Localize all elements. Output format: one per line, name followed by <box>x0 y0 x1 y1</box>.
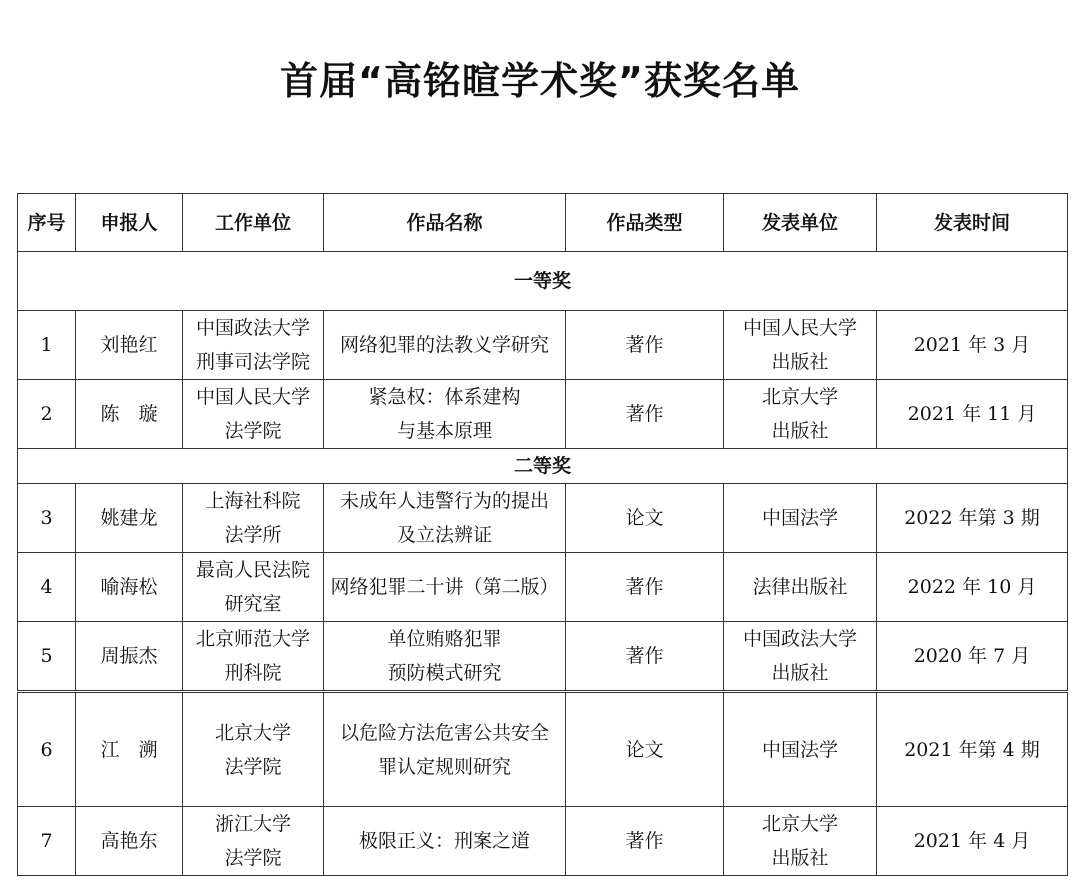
header-no: 序号 <box>18 194 76 252</box>
cell-type: 著作 <box>566 807 724 876</box>
cell-work <box>324 380 566 449</box>
cell-type: 论文 <box>566 484 724 553</box>
cell-no: 4 <box>18 553 76 622</box>
cell-line: 未成年人违警行为的提出 <box>339 490 549 512</box>
cell-line: 北京大学 <box>761 813 838 835</box>
cell-no: 5 <box>18 622 76 691</box>
cell-unit <box>183 553 324 622</box>
cell-type: 著作 <box>566 622 724 691</box>
cell-date: 2021 年 11 月 <box>877 380 1068 449</box>
cell-line: 北京大学 <box>214 721 291 744</box>
cell-unit <box>183 380 324 449</box>
cell-line: 上海社科院 <box>205 490 301 512</box>
cell-work <box>324 553 566 622</box>
cell-line: 法学院 <box>224 847 282 869</box>
cell-no: 3 <box>18 484 76 553</box>
cell-line: 罪认定规则研究 <box>377 755 511 778</box>
cell-unit <box>183 693 324 807</box>
cell-publisher <box>724 622 877 691</box>
table-row <box>18 380 1068 449</box>
cell-publisher <box>724 380 877 449</box>
cell-date: 2021 年第 4 期 <box>877 693 1068 807</box>
cell-unit <box>183 311 324 380</box>
cell-work <box>324 622 566 691</box>
cell-applicant: 刘艳红 <box>76 311 183 380</box>
cell-line: 中国政法大学 <box>742 628 857 650</box>
cell-applicant: 高艳东 <box>76 807 183 876</box>
cell-line: 出版社 <box>771 662 829 684</box>
cell-no: 2 <box>18 380 76 449</box>
cell-line: 中国人民大学 <box>742 317 857 339</box>
cell-line: 与基本原理 <box>396 420 492 442</box>
table-row <box>18 484 1068 553</box>
cell-publisher <box>724 553 877 622</box>
cell-no: 1 <box>18 311 76 380</box>
cell-line: 中国法学 <box>761 738 838 761</box>
cell-publisher <box>724 311 877 380</box>
cell-unit <box>183 807 324 876</box>
cell-date: 2021 年 4 月 <box>877 807 1068 876</box>
section-title: 二等奖 <box>18 449 1068 484</box>
cell-work <box>324 484 566 553</box>
cell-line: 单位贿赂犯罪 <box>387 628 502 650</box>
table-header-row <box>18 194 1068 252</box>
cell-applicant: 喻海松 <box>76 553 183 622</box>
cell-line: 法学所 <box>224 524 282 546</box>
cell-applicant: 周振杰 <box>76 622 183 691</box>
section-row <box>18 449 1068 484</box>
cell-line: 北京大学 <box>761 386 838 408</box>
table-row <box>18 807 1068 876</box>
cell-applicant: 姚建龙 <box>76 484 183 553</box>
cell-date: 2022 年第 3 期 <box>877 484 1068 553</box>
cell-work <box>324 311 566 380</box>
cell-line: 出版社 <box>771 351 829 373</box>
cell-line: 研究室 <box>224 593 282 615</box>
section-title: 一等奖 <box>18 252 1068 311</box>
cell-line: 预防模式研究 <box>387 662 502 684</box>
cell-type: 著作 <box>566 380 724 449</box>
header-work: 作品名称 <box>324 194 566 252</box>
cell-type: 著作 <box>566 553 724 622</box>
cell-line: 出版社 <box>771 847 829 869</box>
cell-applicant: 江 溯 <box>76 693 183 807</box>
cell-line: 及立法辨证 <box>396 524 492 546</box>
section-row <box>18 252 1068 311</box>
award-table <box>17 193 1068 691</box>
header-type: 作品类型 <box>566 194 724 252</box>
cell-line: 法律出版社 <box>752 576 848 598</box>
cell-applicant: 陈 璇 <box>76 380 183 449</box>
award-table-continued <box>17 692 1068 876</box>
cell-no: 7 <box>18 807 76 876</box>
header-applicant: 申报人 <box>76 194 183 252</box>
cell-no: 6 <box>18 693 76 807</box>
cell-publisher <box>724 807 877 876</box>
cell-line: 极限正义：刑案之道 <box>358 830 530 852</box>
cell-line: 以危险方法危害公共安全 <box>339 721 549 744</box>
cell-line: 紧急权：体系建构 <box>368 386 521 408</box>
cell-line: 中国政法大学 <box>195 317 310 339</box>
cell-line: 刑事司法学院 <box>195 351 310 373</box>
cell-line: 中国法学 <box>761 507 838 529</box>
cell-line: 中国人民大学 <box>195 386 310 408</box>
cell-unit <box>183 622 324 691</box>
cell-date: 2020 年 7 月 <box>877 622 1068 691</box>
cell-type: 著作 <box>566 311 724 380</box>
cell-line: 出版社 <box>771 420 829 442</box>
header-date: 发表时间 <box>877 194 1068 252</box>
cell-line: 网络犯罪的法教义学研究 <box>339 334 549 356</box>
cell-line: 浙江大学 <box>214 813 291 835</box>
header-publisher: 发表单位 <box>724 194 877 252</box>
cell-line: 法学院 <box>224 755 282 778</box>
cell-line: 最高人民法院 <box>195 559 310 581</box>
cell-type: 论文 <box>566 693 724 807</box>
cell-line: 法学院 <box>224 420 282 442</box>
cell-publisher <box>724 693 877 807</box>
cell-line: 刑科院 <box>224 662 282 684</box>
cell-line: 北京师范大学 <box>195 628 310 650</box>
cell-line: 网络犯罪二十讲（第二版） <box>330 576 559 598</box>
table-row <box>18 693 1068 807</box>
page-title: 首届“高铭暄学术奖”获奖名单 <box>280 59 800 103</box>
cell-date: 2022 年 10 月 <box>877 553 1068 622</box>
table-row <box>18 553 1068 622</box>
cell-publisher <box>724 484 877 553</box>
cell-date: 2021 年 3 月 <box>877 311 1068 380</box>
cell-work <box>324 807 566 876</box>
cell-unit <box>183 484 324 553</box>
table-row <box>18 622 1068 691</box>
cell-work <box>324 693 566 807</box>
header-unit: 工作单位 <box>183 194 324 252</box>
table-row <box>18 311 1068 380</box>
